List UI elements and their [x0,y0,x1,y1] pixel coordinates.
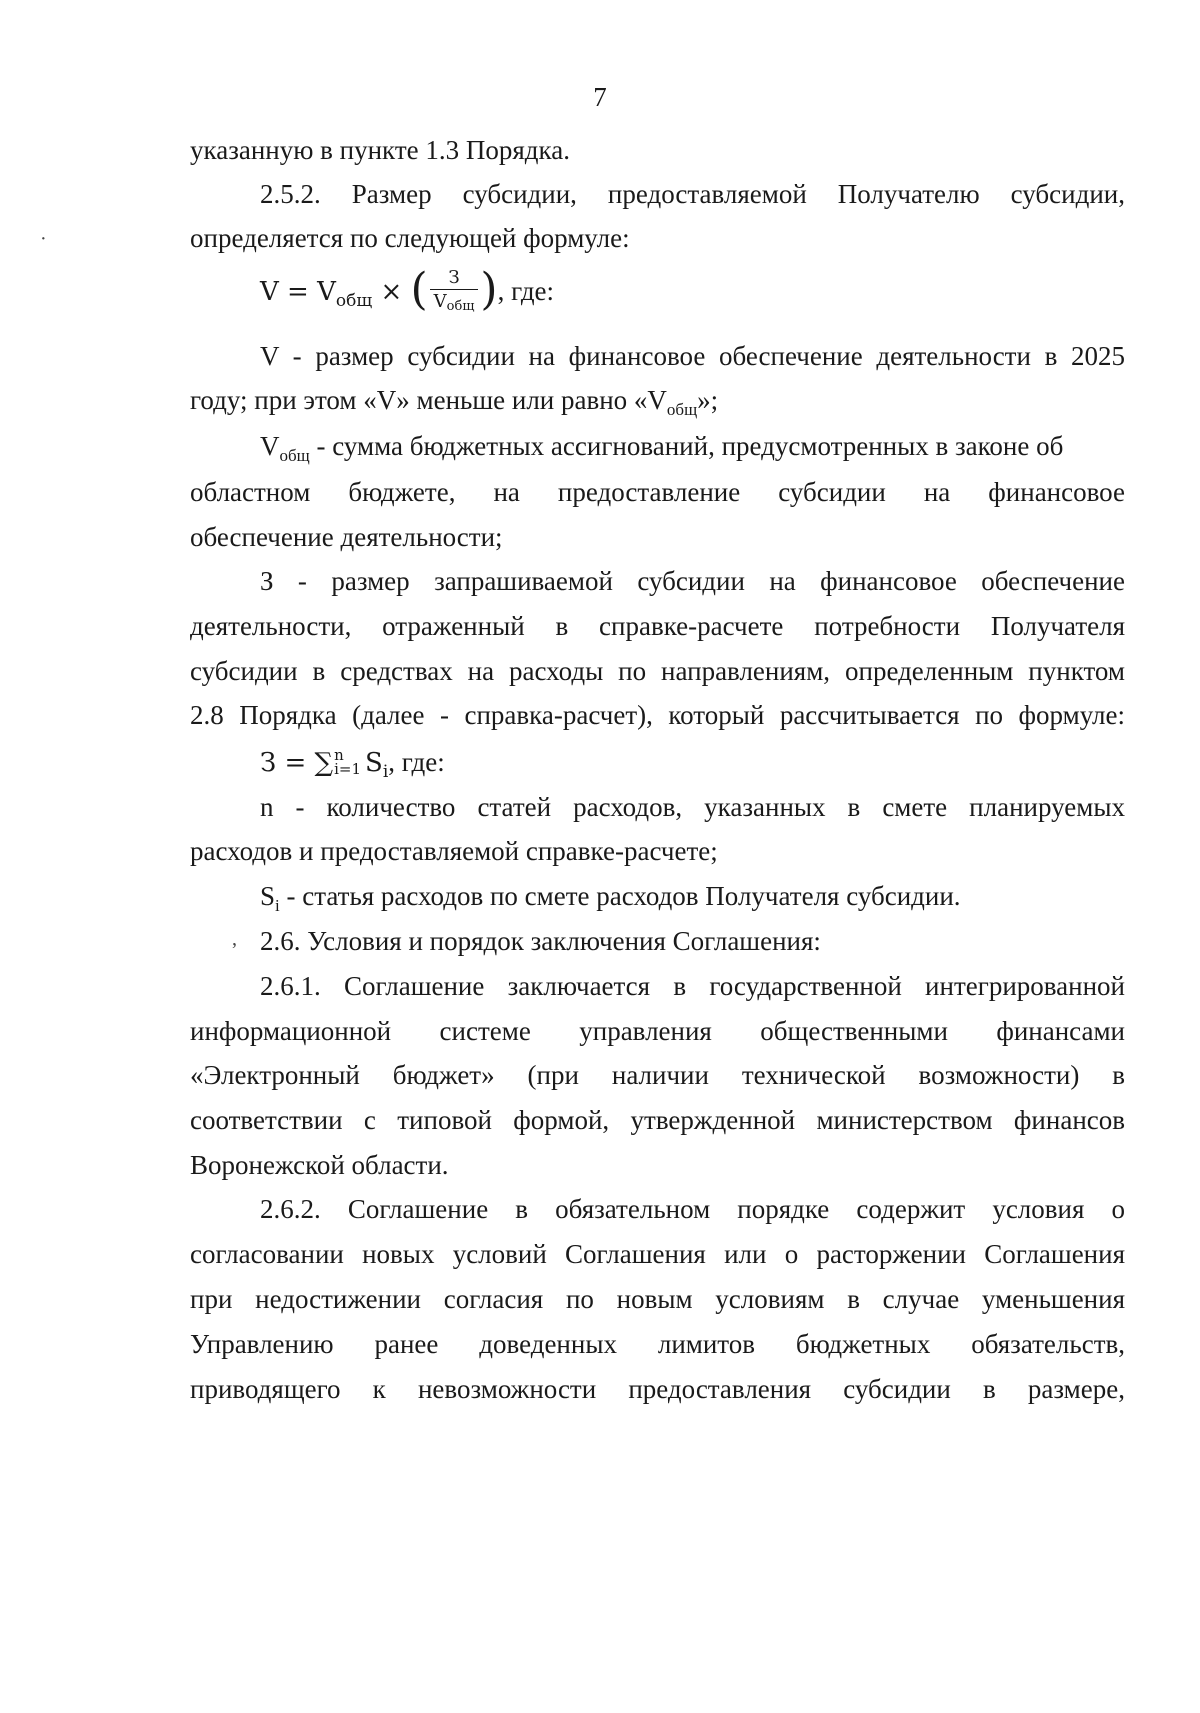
sum-symbol: ∑ [314,748,334,778]
paragraph-2-5-2-line: 2.5.2. Размер субсидии, предоставляемой Получателю субсидии, [260,179,1125,209]
section-2-6-heading: 2.6. Условия и порядок заключения Соглашения: [260,926,821,956]
text-line: расходов и предоставляемой справке-расчете; [190,836,718,866]
text-line: 2.6.1. Соглашение заключается в государственной интегрированной [260,971,1125,1001]
fraction-denominator [430,290,479,318]
text-line: «Электронный бюджет» (при наличии технической возможности) в [190,1060,1125,1090]
fraction-numerator: З [430,268,479,290]
denominator-v: V [433,291,447,312]
sum-lower-limit: i=1 [334,760,362,778]
formula-eq: = [287,277,309,307]
text-line: приводящего к невозможности предоставления субсидии в размере, [190,1374,1125,1404]
text-line: 2.6.2. Соглашение в обязательном порядке содержит условия о [260,1194,1125,1224]
formula-fraction [430,268,479,318]
text-segment: »; [697,385,719,415]
s-subscript: i [275,896,280,915]
sum-term: S [365,748,383,778]
sum-upper-limit: n [334,746,344,764]
text-line [190,383,1125,427]
formula-eq: = [284,748,307,778]
v-subscript: общ [279,446,310,465]
text-line: областном бюджете, на предоставление субсидии на финансовое [190,477,1125,507]
text-line: обеспечение деятельности; [190,522,503,552]
scan-mark: , [232,928,237,950]
text-line: соответствии с типовой формой, утвержденной министерством финансов [190,1105,1125,1135]
formula-open-paren: ( [410,264,428,315]
sum-term-subscript: i [382,762,389,782]
sum-limits [334,748,361,776]
formula-tail: , где: [497,276,555,306]
text-line: согласовании новых условий Соглашения или о расторжении Соглашения [190,1239,1125,1269]
formula-tail: , где: [388,747,445,777]
text-segment: году; при этом «V» меньше или равно «V [190,385,667,415]
formula-close-paren: ) [480,264,498,315]
text-line: n - количество статей расходов, указанных в смете планируемых [260,792,1125,822]
formula-times: × [380,277,403,307]
s-symbol: S [260,881,276,911]
text-line: V - размер субсидии на финансовое обеспечение деятельности в 2025 [260,341,1125,371]
text-line: указанную в пункте 1.3 Порядка. [190,135,570,165]
page-number: 7 [593,82,607,112]
formula-v-subscript: общ [335,291,373,311]
text-line: 2.8 Порядка (далее - справка-расчет), который рассчитывается по формуле: [190,700,1125,730]
formula-v: V [317,277,336,307]
formula-lhs: V [260,277,279,307]
denominator-subscript: общ [446,299,475,314]
v-subscript: общ [666,400,698,419]
text-line: информационной системе управления общественными финансами [190,1016,1125,1046]
formula-requested-subsidy [260,745,1125,789]
text-line: деятельности, отраженный в справке-расчете потребности Получателя [190,611,1125,641]
text-line: определяется по следующей формуле: [190,223,630,253]
text-line [260,879,1125,923]
scan-mark: · [40,228,47,250]
v-symbol: V [260,431,280,461]
text-line: Воронежской области. [190,1150,449,1180]
text-line: субсидии в средствах на расходы по направлениям, определенным пунктом [190,656,1125,686]
text-line: Управлению ранее доведенных лимитов бюджетных обязательств, [190,1329,1125,1359]
formula-lhs: З [260,748,277,778]
text-segment: - статья расходов по смете расходов Получателя субсидии. [279,881,961,911]
formula-subsidy-size [260,264,1125,318]
text-line: З - размер запрашиваемой субсидии на финансовое обеспечение [260,566,1125,596]
text-segment: - сумма бюджетных ассигнований, предусмотренных в законе об [309,431,1064,461]
text-line [260,429,1125,473]
text-line: при недостижении согласия по новым условиям в случае уменьшения [190,1284,1125,1314]
